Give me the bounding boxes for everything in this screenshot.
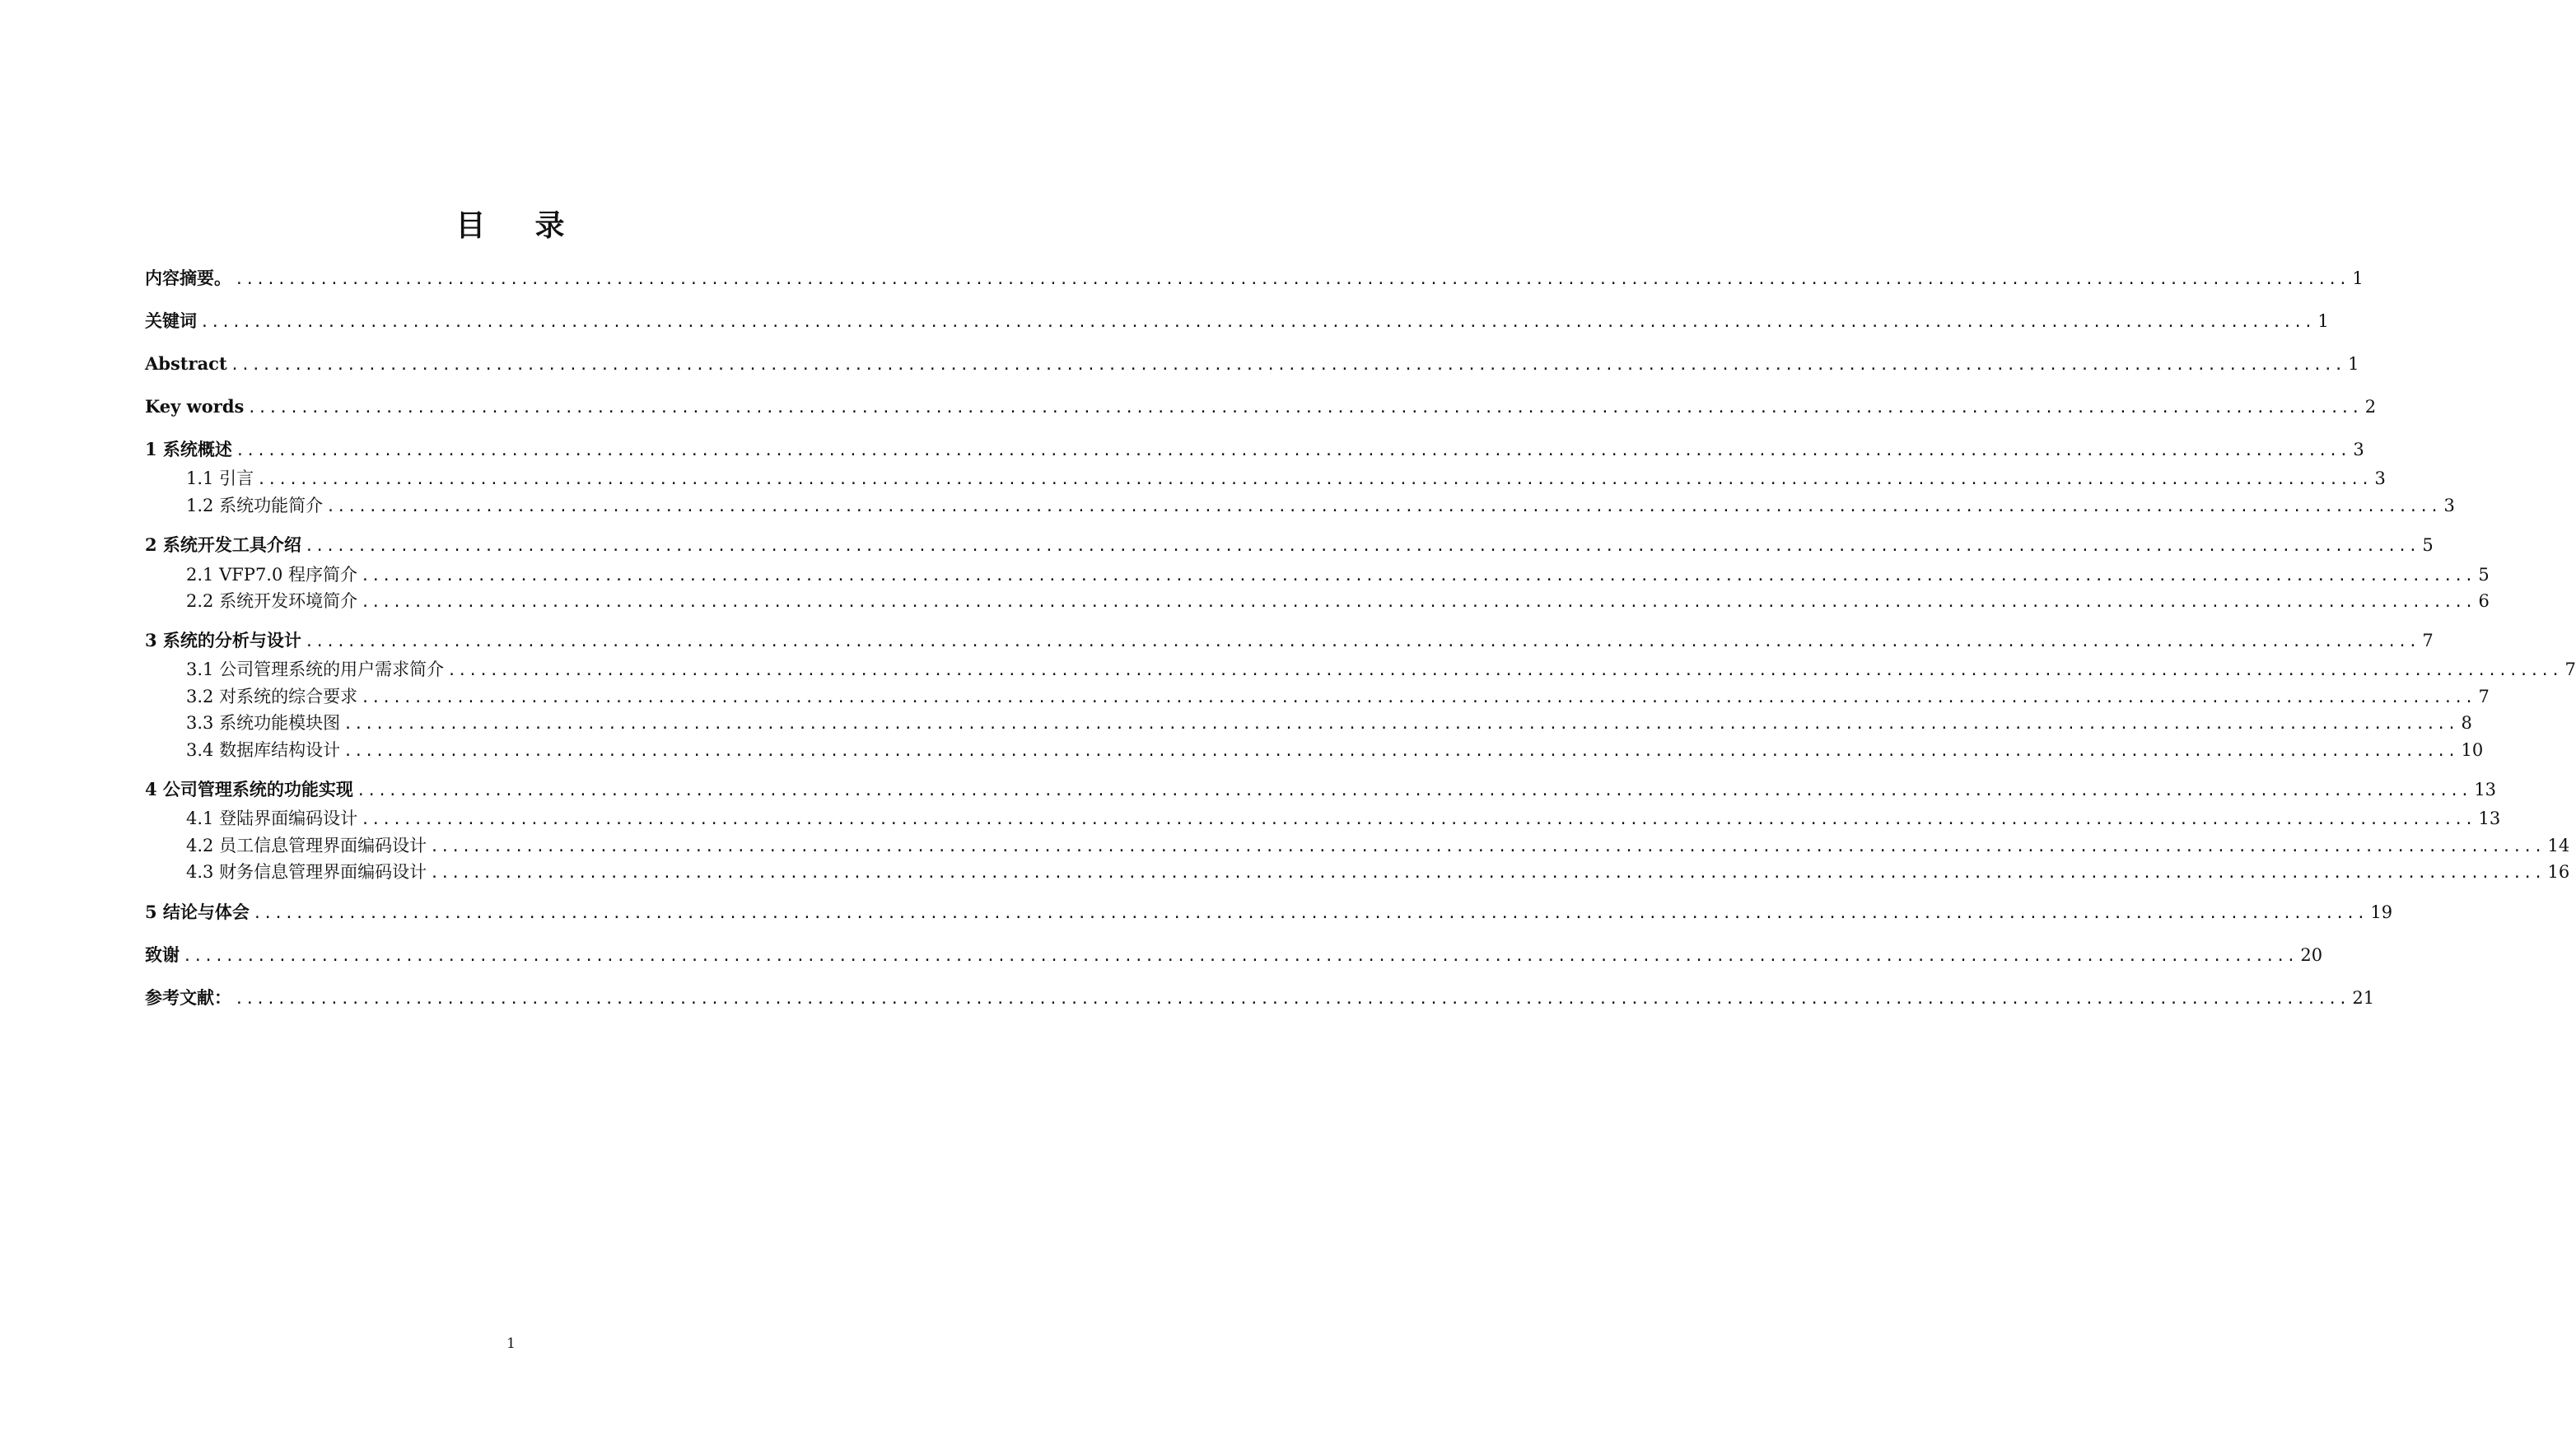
toc-entry[interactable]	[186, 805, 2501, 832]
toc-entry-label: 3 系统的分析与设计	[145, 630, 301, 650]
toc-entry-label: 参考文献：	[145, 987, 231, 1008]
toc-entry-label: 3.2 对系统的综合要求	[186, 687, 358, 706]
toc-entry-page: 19	[2370, 902, 2393, 922]
toc-dot-leader: ........................................................................................................................................................................................................	[326, 498, 2441, 515]
toc-entry[interactable]	[186, 832, 2570, 859]
toc-entry-label: 3.4 数据库结构设计	[186, 740, 341, 760]
toc-dot-leader: ........................................................................................................................................................................................................	[361, 689, 2476, 706]
toc-dot-leader: ........................................................................................................................................................................................................	[447, 662, 2562, 679]
toc-entry-label: 2.1 VFP7.0 程序简介	[186, 565, 358, 585]
toc-entry[interactable]	[186, 656, 2576, 683]
toc-dot-leader: ........................................................................................................................................................................................................	[183, 948, 2298, 965]
toc-dot-leader: ........................................................................................................................................................................................................	[257, 471, 2372, 488]
toc-entry[interactable]	[145, 308, 2329, 334]
toc-entry[interactable]	[186, 588, 2490, 614]
toc-dot-leader: ........................................................................................................................................................................................................	[343, 743, 2458, 760]
toc-entry-label: Abstract	[145, 353, 227, 374]
toc-entry[interactable]	[145, 394, 2377, 420]
toc-entry[interactable]	[145, 265, 2364, 291]
toc-entry-page: 1	[2317, 311, 2329, 331]
page-title: 目 录	[455, 208, 567, 243]
toc-entry-label: 2 系统开发工具介绍	[145, 534, 301, 555]
toc-dot-leader: ........................................................................................................................................................................................................	[361, 594, 2476, 611]
toc-dot-leader: ........................................................................................................................................................................................................	[235, 442, 2350, 459]
toc-dot-leader: ........................................................................................................................................................................................................	[430, 865, 2545, 882]
toc-entry[interactable]	[145, 532, 2434, 558]
toc-dot-leader: ........................................................................................................................................................................................................	[430, 838, 2545, 855]
toc-dot-leader: ........................................................................................................................................................................................................	[356, 782, 2471, 799]
toc-entry-label: Key words	[145, 396, 245, 417]
toc-entry[interactable]	[186, 562, 2490, 588]
toc-entry[interactable]	[145, 899, 2393, 925]
toc-entry[interactable]	[145, 436, 2364, 463]
toc-entry-label: 内容摘要。	[145, 268, 231, 288]
toc-entry-page: 13	[2478, 809, 2501, 828]
toc-dot-leader: ........................................................................................................................................................................................................	[235, 991, 2350, 1008]
toc-entry[interactable]	[186, 737, 2484, 763]
toc-dot-leader: ........................................................................................................................................................................................................	[230, 357, 2345, 374]
toc-entry-label: 2.2 系统开发环境简介	[186, 591, 358, 611]
toc-entry-page: 13	[2474, 780, 2497, 799]
toc-entry[interactable]	[186, 465, 2386, 492]
toc-entry-page: 14	[2547, 836, 2570, 855]
toc-entry-page: 8	[2461, 713, 2472, 733]
toc-dot-leader: ........................................................................................................................................................................................................	[361, 567, 2476, 585]
toc-entry-page: 7	[2422, 631, 2434, 650]
toc-entry-page: 5	[2422, 535, 2434, 555]
toc-entry[interactable]	[186, 859, 2570, 885]
toc-dot-leader: ........................................................................................................................................................................................................	[252, 905, 2368, 922]
page-number-footer: 1	[506, 1335, 516, 1352]
toc-dot-leader: ........................................................................................................................................................................................................	[247, 399, 2362, 417]
toc-dot-leader: ........................................................................................................................................................................................................	[200, 314, 2315, 331]
toc-entry-label: 关键词	[145, 310, 197, 331]
toc-entry-label: 1 系统概述	[145, 439, 232, 459]
toc-dot-leader: ........................................................................................................................................................................................................	[361, 811, 2476, 828]
toc-entry-page: 5	[2478, 565, 2490, 585]
toc-dot-leader: ........................................................................................................................................................................................................	[235, 271, 2350, 288]
toc-entry-label: 4.1 登陆界面编码设计	[186, 809, 358, 828]
toc-entry-page: 1	[2352, 268, 2364, 288]
toc-entry-label: 4.2 员工信息管理界面编码设计	[186, 836, 427, 855]
toc-entry-page: 7	[2564, 660, 2576, 679]
toc-entry[interactable]	[186, 710, 2472, 736]
toc-entry-label: 3.3 系统功能模块图	[186, 713, 341, 733]
toc-entry[interactable]	[145, 351, 2359, 377]
toc-dot-leader: ........................................................................................................................................................................................................	[304, 633, 2420, 650]
toc-dot-leader: ........................................................................................................................................................................................................	[343, 716, 2458, 733]
toc-entry-page: 3	[2374, 468, 2386, 488]
toc-entry-page: 6	[2478, 591, 2490, 611]
toc-entry-page: 20	[2300, 945, 2323, 965]
toc-entry-label: 1.2 系统功能简介	[186, 496, 324, 515]
toc-dot-leader: ........................................................................................................................................................................................................	[304, 538, 2420, 555]
toc-entry[interactable]	[145, 942, 2323, 968]
toc-entry-page: 3	[2443, 496, 2455, 515]
toc-entry[interactable]	[186, 683, 2490, 710]
toc-entry-page: 7	[2478, 687, 2490, 706]
toc-entry-label: 致谢	[145, 944, 180, 965]
toc-entry[interactable]	[145, 776, 2497, 803]
toc-entry-page: 1	[2348, 354, 2359, 374]
toc-entry-page: 10	[2461, 740, 2484, 760]
toc-entry-label: 5 结论与体会	[145, 902, 250, 922]
toc-entry-label: 3.1 公司管理系统的用户需求简介	[186, 660, 445, 679]
toc-entry[interactable]	[186, 492, 2455, 519]
toc-entry-label: 4 公司管理系统的功能实现	[145, 779, 353, 799]
toc-entry-page: 3	[2353, 440, 2364, 459]
toc-entry[interactable]	[145, 985, 2375, 1011]
toc-entry-page: 2	[2364, 397, 2377, 417]
toc-entry-page: 21	[2352, 988, 2375, 1008]
toc-entry-label: 4.3 财务信息管理界面编码设计	[186, 862, 427, 882]
toc-entry-label: 1.1 引言	[186, 468, 254, 488]
toc-entry[interactable]	[145, 627, 2434, 654]
toc-entry-page: 16	[2547, 862, 2570, 882]
